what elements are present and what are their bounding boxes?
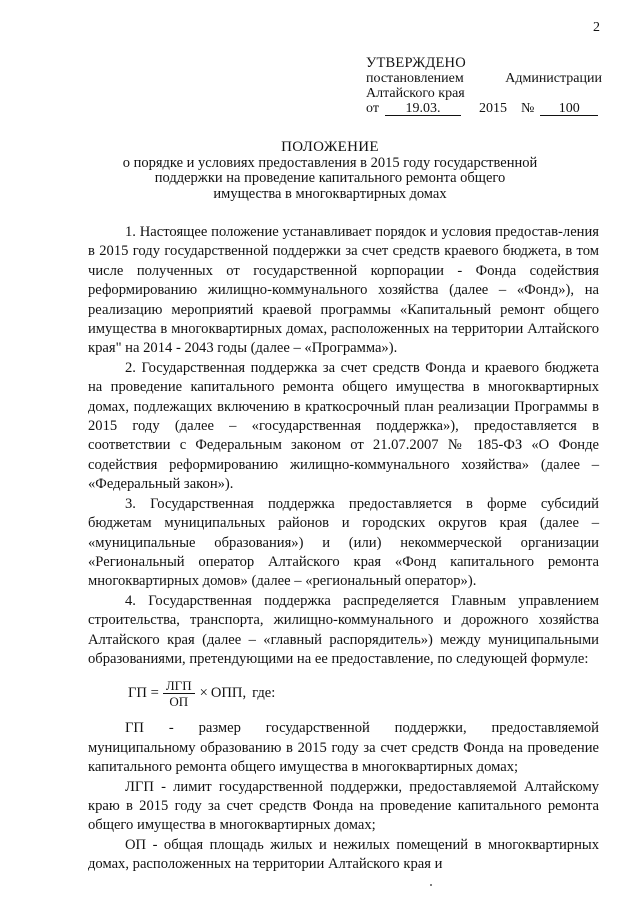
formula-numerator: ЛГП [163, 678, 195, 694]
approval-date: 19.03. [385, 102, 461, 116]
approval-date-line [366, 101, 602, 116]
paragraph-1: 1. Настоящее положение устанавливает порядок и условия предостав-ления в 2015 году государственной поддержки за счет средств краевого бюджета, в том числе полученных от государственной корпорации - Фонда содействия реформированию жилищно-коммунального хозяйства (далее – «Фонд»), на реализацию мероприятий краевой программы «Капитальный ремонт общего имущества в многоквартирных домах, расположенных на территории Алтайского края" на 2014 - 2043 годы (далее – «Программа»). [88, 224, 599, 357]
approval-number: 100 [540, 102, 598, 116]
page-number: 2 [593, 20, 600, 35]
approval-title: УТВЕРЖДЕНО [366, 55, 466, 71]
scan-dot [430, 884, 432, 886]
title-line: поддержки на проведение капитального ремонта общего [154, 170, 506, 186]
distribution-formula [128, 673, 599, 713]
formula-denominator: ОП [169, 693, 189, 709]
formula-definitions [88, 719, 599, 874]
formula-rhs: ОПП, [210, 684, 247, 701]
definition-lgp: ЛГП - лимит государственной поддержки, предоставляемой Алтайскому краю в 2015 году за счет средств Фонда на проведение капитального ремонта общего имущества в многоквартирных домах; [88, 778, 599, 834]
approval-region: Алтайского края [366, 86, 465, 101]
document-title [110, 140, 550, 202]
number-sign: № [520, 101, 535, 116]
definition-gp: ГП - размер государственной поддержки, предоставляемой муниципальному образованию в 2015 году за счет средств Фонда на проведение капитального ремонта общего имущества в многоквартирных домах; [88, 720, 599, 776]
paragraph-3: 3. Государственная поддержка предоставляется в форме субсидий бюджетам муниципальных районов и городских округов края (далее – «муниципальные образования») и (или) некоммерческой организации «Региональный оператор Алтайского края «Фонд капитального ремонта многоквартирных домов» (далее – «региональный оператор»). [88, 495, 599, 590]
title-line: о порядке и условиях предоставления в 2015 году государственной [122, 154, 538, 171]
paragraph-4: 4. Государственная поддержка распределяется Главным управлением строительства, транспорта, жилищно-коммунального и дорожного хозяйства Алтайского края (далее – «главный распорядитель») между муниципальными образованиями, претендующими на ее предоставление, по следующей формуле: [88, 592, 599, 667]
approval-year: 2015 [478, 101, 507, 116]
title-line: имущества в многоквартирных домах [213, 185, 447, 202]
paragraph-2: 2. Государственная поддержка за счет средств Фонда и краевого бюджета на проведение капитального ремонта общего имущества в многоквартирных домах, подлежащих включению в краткосрочный план реализации Программы в 2015 году (далее – «государственная поддержка»), предоставляется в соответствии с Федеральным законом от 21.07.2007 № 185-ФЗ «О Фонде содействия реформированию жилищно-коммунального хозяйства» (далее – «Федеральный закон»). [88, 359, 599, 493]
approval-administration: Администрации [505, 71, 602, 86]
document-heading: ПОЛОЖЕНИЕ [281, 139, 379, 155]
approval-line-1 [366, 71, 602, 86]
formula-fraction [163, 678, 195, 709]
formula-times: × [199, 684, 208, 701]
formula-where: где: [252, 684, 276, 701]
definition-op: ОП - общая площадь жилых и нежилых помещений в многоквартирных домах, расположенных на территории Алтайского края и [88, 836, 599, 873]
approval-resolution: постановлением [366, 71, 464, 86]
document-body [88, 223, 599, 875]
formula-lhs: ГП = [128, 684, 159, 701]
from-label: от [366, 101, 379, 116]
approval-stamp [366, 56, 602, 116]
